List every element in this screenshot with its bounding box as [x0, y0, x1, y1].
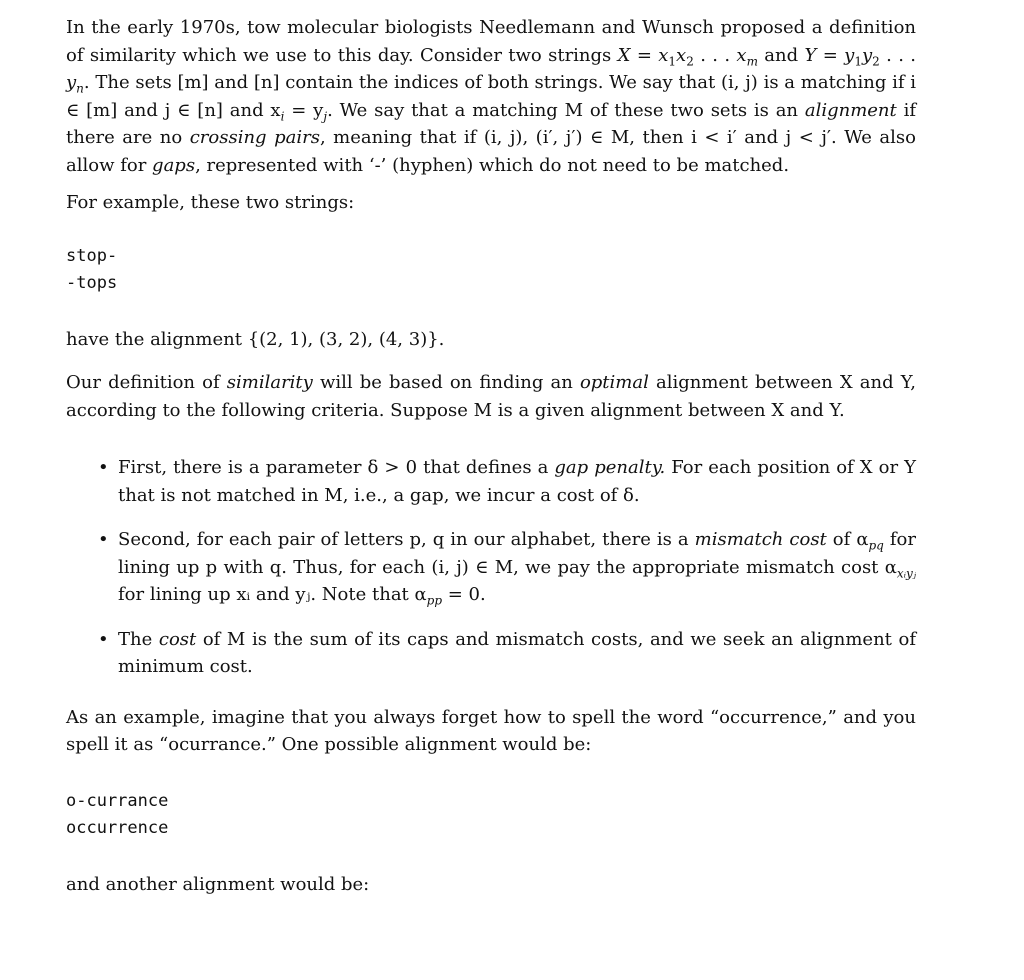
code-block-stop-tops: stop- -tops — [66, 245, 118, 293]
intro-text-6: , meaning that if (i, j), (i′, j′) ∈ M, then i < i′ and j < j′. We also allow for — [66, 127, 916, 176]
sub-pq: pq — [868, 538, 884, 553]
b3-text-1: The — [118, 628, 159, 650]
intro-text-3: = y — [284, 99, 324, 121]
b2-text-5: = 0. — [442, 584, 486, 605]
sub-xm: m — [746, 54, 758, 69]
bullet-icon: • — [98, 529, 109, 550]
sub-x2: 2 — [686, 54, 694, 69]
term-crossing-pairs: crossing pairs — [189, 127, 320, 148]
similarity-text-3: alignment between X and Y, according to the following criteria. Suppose M is a given alignment between X and Y. — [66, 372, 916, 421]
intro-text-1: In the early 1970s, tow molecular biologists Needlemann and Wunsch proposed a definition of similarity which we use to this day. Consider two strings — [66, 17, 916, 66]
sub-pp: pp — [426, 593, 443, 608]
list-item — [98, 526, 916, 609]
term-optimal: optimal — [579, 372, 649, 393]
b1-text-1: First, there is a parameter δ > 0 that defines a — [118, 457, 555, 478]
alignment-example: have the alignment {(2, 1), (3, 2), (4, 3)}. — [66, 328, 445, 350]
y2-prefix: y — [861, 44, 873, 66]
term-gap-penalty: gap penalty. — [554, 457, 666, 478]
xm-prefix: x — [736, 44, 747, 66]
similarity-text-2: will be based on finding an — [312, 372, 580, 393]
term-similarity: similarity — [226, 372, 313, 393]
var-X: X — [617, 44, 631, 66]
b1-text-2: For each position of X or Y that is not matched in M, i.e., a gap, we incur a cost of δ. — [118, 457, 916, 506]
term-alignment: alignment — [804, 99, 897, 121]
document-page — [66, 14, 916, 898]
example-intro: For example, these two strings: — [66, 192, 355, 213]
list-item — [98, 626, 916, 681]
term-gaps: gaps — [152, 154, 196, 176]
sub-i: i — [280, 109, 285, 124]
intro-text-4: . We say that a matching M of these two sets is an — [327, 99, 805, 121]
ellipsis-y: . . . — [879, 44, 917, 66]
intro-text-5: if there are no — [66, 99, 917, 148]
bullet-icon: • — [98, 628, 109, 650]
intro-text-7: , represented with ‘-’ (hyphen) which do not need to be matched. — [195, 154, 790, 176]
eq-x: = x — [630, 44, 669, 66]
b3-text-2: of M is the sum of its caps and mismatch costs, and we seek an alignment of minimum cost. — [118, 628, 916, 677]
sub-j: j — [323, 109, 328, 124]
sub-y1: 1 — [854, 54, 862, 69]
b2-text-2: of α — [826, 529, 869, 550]
ellipsis-x: . . . — [693, 44, 737, 66]
similarity-paragraph — [66, 369, 916, 424]
term-cost: cost — [158, 628, 197, 650]
b2-text-1: Second, for each pair of letters p, q in our alphabet, there is a — [118, 529, 695, 550]
criteria-list — [66, 454, 916, 681]
intro-text-2: . The sets [m] and [n] contain the indices of both strings. We say that (i, j) is a matching if i ∈ [m] and j ∈ [n] and x — [66, 72, 916, 121]
code-block-occurrence: o-currance occurrence — [66, 790, 169, 838]
yn-prefix: y — [66, 72, 77, 93]
eq-y: = y — [816, 44, 855, 66]
term-mismatch-cost: mismatch cost — [694, 529, 827, 550]
x2-prefix: x — [676, 44, 687, 66]
b2-text-3: for lining up p with q. Thus, for each (i, j) ∈ M, we pay the appropriate mismatch cost α — [118, 529, 916, 578]
sub-xiyj: xᵢyⱼ — [896, 566, 916, 581]
sub-yn: n — [76, 81, 84, 96]
another-alignment: and another alignment would be: — [66, 873, 370, 895]
list-item — [98, 454, 916, 509]
var-Y: Y — [804, 44, 817, 66]
sub-x1: 1 — [668, 54, 677, 69]
intro-paragraph — [66, 14, 916, 179]
bullet-icon: • — [98, 457, 109, 478]
similarity-text-1: Our definition of — [66, 372, 227, 393]
sub-y2: 2 — [872, 54, 880, 69]
and-text: and — [757, 44, 805, 66]
occurrence-paragraph: As an example, imagine that you always forget how to spell the word “occurrence,” and you spell it as “ocurrance.” One possible alignment would be: — [66, 706, 916, 755]
b2-text-4: for lining up xᵢ and yⱼ. Note that α — [118, 584, 427, 605]
